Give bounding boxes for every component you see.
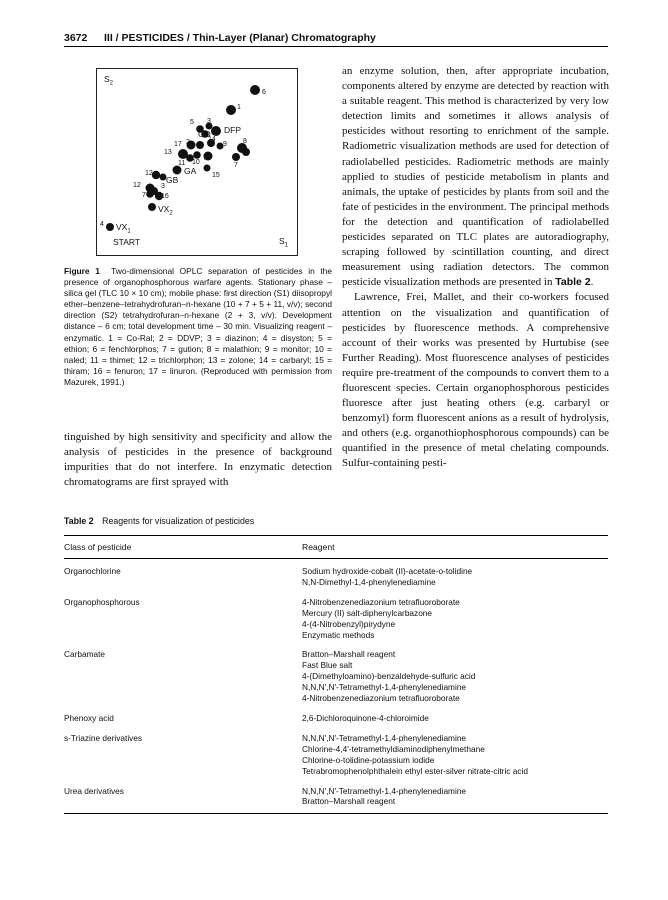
spot-label-vx2: $VX_2$ — [158, 204, 173, 217]
table-row — [64, 588, 608, 608]
paragraph-enzymatic: an enzyme solution, then, after appropriate incubation, components altered by enzyme are detected by reaction with a suitable reagent. This method is characterized by very low detection limits and sometimes it allows analysis of pesticides without resorting to enrichment of the sample. Radiometric visualization methods are used for detection of radiolabelled pesticides. Radiometric methods are mainly applied to studies of pesticide metabolism in plants and animals, the uptake of pesticides by plants from soil and the fate of pesticides in the environment. The principal methods for the detection and quantification of radiolabelled pesticides separated on TLC plates are autoradiography, scraping followed by scintillation counting, and direct measurement using radiation detectors. The common pesticide visualization methods are presented in Table 2. — [342, 65, 609, 289]
table-row — [64, 640, 608, 660]
spot-label-vx1: $VX_1$ — [116, 222, 131, 235]
reagent-cell: 4-Nitrobenzenediazonium tetrafluoroborate — [302, 596, 460, 607]
pesticide-class-cell — [64, 660, 302, 671]
reagent-cell: 4-(Dimethyloamino)-benzaldehyde-sulfuric acid — [302, 671, 476, 682]
pesticide-class-cell — [64, 671, 302, 682]
right-column-text — [342, 64, 609, 472]
axis-label-s1: $S_1$ — [279, 236, 289, 249]
reagent-cell: Chlorine-4,4′-tetramethyldiaminodiphenylmethane — [302, 743, 485, 754]
reagent-cell: 4-(4-Nitrobenzyl)pirydyne — [302, 618, 396, 629]
spot-label-gd: GD — [198, 129, 211, 139]
spot-label-7c: 7 — [142, 192, 146, 199]
column-header-reagent: Reagent — [302, 536, 608, 559]
pesticide-class-cell: Carbamate — [64, 649, 106, 660]
spot-label-2: 2 — [186, 139, 190, 146]
reagents-table — [64, 535, 608, 814]
spot-label-3: 3 — [207, 118, 211, 125]
reagent-cell: Bratton–Marshall reagent — [302, 796, 608, 813]
spot-8b — [242, 148, 250, 156]
reagent-cell: Tetrabromophenolphthalein ethyl ester-silver nitrate-citric acid — [302, 765, 528, 776]
table-row — [64, 724, 608, 744]
reagent-cell: Fast Blue salt — [302, 660, 353, 671]
table-row — [64, 608, 608, 619]
pesticide-class-cell — [64, 796, 302, 813]
reagent-cell: Chlorine-o-tolidine-potassium iodide — [302, 754, 435, 765]
figure-caption — [64, 266, 332, 388]
reagent-cell: N,N-Dimethyl-1,4-phenylenediamine — [302, 576, 436, 587]
spot-vx2 — [148, 203, 156, 211]
spot-10 — [193, 151, 201, 159]
header-rule — [64, 46, 608, 47]
pesticide-class-cell — [64, 744, 302, 755]
paragraph-left-continuation: tinguished by high sensitivity and specificity and allow the analysis of pesticides in the presence of background impurities that do not interfere. In enzymatic detection chromatograms are first sprayed with — [64, 431, 332, 489]
pesticide-class-cell: Organochlorine — [64, 566, 121, 576]
pesticide-class-cell — [64, 755, 302, 766]
reagent-cell: Bratton–Marshall reagent — [302, 649, 396, 660]
spot-label-8: 8 — [243, 138, 247, 145]
spot-label-16: 16 — [161, 193, 169, 200]
spot-label-gb: GB — [166, 175, 179, 185]
spot-4 — [106, 223, 114, 231]
spot-label-14: 14 — [208, 136, 216, 143]
spot-label-5: 5 — [190, 119, 194, 126]
spot-label-7a: 7 — [203, 155, 207, 162]
left-column-text — [64, 430, 332, 490]
spot-label-1: 1 — [237, 104, 241, 111]
pesticide-class-cell — [64, 630, 302, 641]
column-header-class: Class of pesticide — [64, 536, 302, 559]
reagent-cell: Sodium hydroxide-cobalt (II)-acetate-o-tolidine — [302, 566, 473, 576]
reagent-cell: N,N,N′,N′-Tetramethyl-1,4-phenylenediamine — [302, 785, 467, 796]
pesticide-class-cell — [64, 693, 302, 704]
table-2-caption — [64, 516, 608, 526]
spot-label-11: 11 — [178, 160, 186, 167]
running-header — [64, 32, 608, 44]
page-number: 3672 — [64, 32, 88, 44]
spot-6 — [250, 85, 260, 95]
axis-label-s2: $S_2$ — [104, 74, 114, 87]
spot-label-3b: 3 — [161, 183, 165, 190]
reagent-cell: Mercury (II) salt-diphenylcarbazone — [302, 607, 433, 618]
pesticide-class-cell — [64, 766, 302, 777]
table-row — [64, 704, 608, 724]
table-row — [64, 559, 608, 577]
spot-2 — [196, 141, 204, 149]
table-row — [64, 766, 608, 777]
spot-label-6: 6 — [262, 89, 266, 96]
spot-label-9: 9 — [223, 141, 227, 148]
table-row — [64, 755, 608, 766]
spot-12a — [152, 171, 160, 179]
table-row — [64, 660, 608, 671]
reagent-cell: N,N,N′,N′-Tetramethyl-1,4-phenylenediamine — [302, 682, 467, 693]
pesticide-class-cell: Urea derivatives — [64, 785, 124, 796]
table-row — [64, 796, 608, 813]
table-row — [64, 693, 608, 704]
table-row — [64, 682, 608, 693]
spot-label-ga: GA — [184, 166, 197, 176]
table-row — [64, 619, 608, 630]
table-row — [64, 744, 608, 755]
reagent-cell: 2,6-Dichloroquinone-4-chloroimide — [302, 712, 429, 723]
table-2 — [64, 516, 608, 814]
start-label: START — [113, 237, 141, 247]
table-2-label: Table 2 — [64, 516, 94, 526]
spot-label-7b: 7 — [234, 162, 238, 169]
table-row — [64, 577, 608, 588]
spot-1 — [226, 105, 236, 115]
paragraph-fluorescence: Lawrence, Frei, Mallet, and their co-workers focused attention on the visualization and quantification of pesticides by fluorescence methods. A comprehensive account of their works was presented by Hurtubise (see Further Reading). Most fluorescence analyses of pesticides require pre-treatment of the compounds to convert them to a fluorescent species. Certain organophosphorous pesticides fluoresce after just heating others (e.g. carbaryl or benzomyl) form fluorescent anions as a result of hydrolysis, and others (e.g. organothiophosphorous compounds) can be quantified in the presence of metal chelating compounds. Sulfur-containing pesti- — [342, 291, 609, 470]
reagent-cell: 4-Nitrobenzenediazonium tetrafluoroborate — [302, 693, 460, 704]
spot-label-13: 13 — [164, 149, 172, 156]
pesticide-class-cell: Phenoxy acid — [64, 712, 114, 723]
spot-label-15: 15 — [212, 172, 220, 179]
pesticide-class-cell — [64, 619, 302, 630]
table-2-title: Reagents for visualization of pesticides — [102, 516, 255, 526]
table-row — [64, 777, 608, 797]
figure-caption-label: Figure 1 — [64, 266, 100, 276]
spot-label-4: 4 — [100, 221, 104, 228]
pesticide-class-cell — [64, 682, 302, 693]
pesticide-class-cell — [64, 577, 302, 588]
spot-label-dfp: DFP — [224, 125, 241, 135]
spot-label-10: 10 — [192, 159, 200, 166]
reagent-cell: N,N,N′,N′-Tetramethyl-1,4-phenylenediamine — [302, 732, 467, 743]
table-row — [64, 671, 608, 682]
spot-7c — [146, 190, 154, 198]
figure-caption-text: Two-dimensional OPLC separation of pesticides in the presence of organophosphorous warfare agents. Stationary phase – silica gel (TLC 10 × 10 cm); mobile phase: first direction (S1) diisopropyl ether–benzene–tetrahydrofuran–n-hexane (10 + 7 + 5 + 11, v/v); second direction (S2) tetrahydrofuran–n-hexane (2 + 3, v/v). Development distance – 6 cm; total development time – 30 min. Visualizing reagent – enzymatic. 1 = Co-Ral; 2 = DDVP; 3 = diazinon; 4 = disyston; 5 = ethion; 6 = fenchlorphos; 7 = gution; 8 = malathion; 9 = monitor; 10 = naled; 11 = thimet; 12 = trichlorphon; 13 = zolone; 14 = carbaryl; 15 = thiram; 16 = fenuron; 17 = linuron. (Reproduced with permission from Mazurek, 1991.) — [64, 266, 333, 387]
table-row — [64, 630, 608, 641]
pesticide-class-cell: Organophosphorous — [64, 596, 140, 607]
spot-dfp — [211, 126, 221, 136]
table-2-reference[interactable]: Table 2 — [555, 276, 591, 289]
spot-label-17: 17 — [174, 141, 182, 148]
spot-15 — [204, 165, 211, 172]
pesticide-class-cell — [64, 608, 302, 619]
reagent-cell: Enzymatic methods — [302, 629, 375, 640]
spot-label-12a: 12 — [145, 170, 153, 177]
running-title: III / PESTICIDES / Thin-Layer (Planar) Chromatography — [104, 32, 376, 44]
chromatogram-figure — [96, 68, 298, 256]
pesticide-class-cell: s-Triazine derivatives — [64, 732, 143, 743]
spot-label-12b: 12 — [133, 182, 141, 189]
spot-7b — [232, 153, 240, 161]
